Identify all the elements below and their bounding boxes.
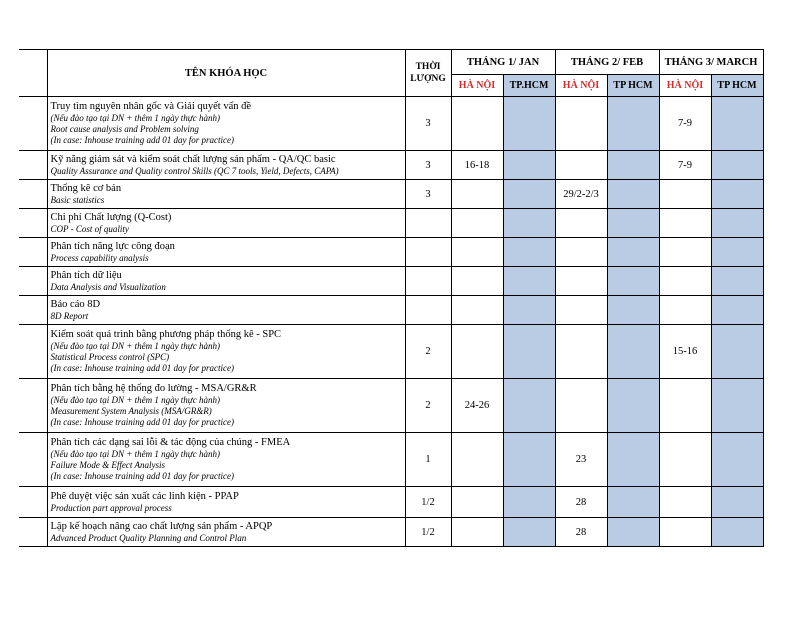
date-cell: [607, 267, 659, 296]
date-cell: [503, 296, 555, 325]
date-cell: 16-18: [451, 151, 503, 180]
date-cell: [659, 209, 711, 238]
date-cell: 24-26: [451, 379, 503, 433]
date-cell: [503, 151, 555, 180]
date-cell: 15-16: [659, 325, 711, 379]
duration-cell: 1: [405, 433, 451, 487]
date-cell: [659, 518, 711, 547]
date-cell: [503, 379, 555, 433]
duration-cell: [405, 238, 451, 267]
duration-cell: 3: [405, 180, 451, 209]
duration-cell: [405, 267, 451, 296]
date-cell: [607, 379, 659, 433]
course-subtitle: Advanced Product Quality Planning and Control Plan: [50, 532, 247, 543]
date-cell: [711, 97, 763, 151]
date-cell: [711, 433, 763, 487]
course-name-cell: [47, 379, 405, 433]
date-cell: 28: [555, 518, 607, 547]
date-cell: [659, 433, 711, 487]
course-subtitle: Measurement System Analysis (MSA/GR&R): [50, 406, 212, 416]
date-cell: [503, 433, 555, 487]
date-cell: [451, 296, 503, 325]
date-cell: [607, 238, 659, 267]
duration-cell: [405, 296, 451, 325]
course-name-cell: [47, 487, 405, 518]
row-stub: [19, 379, 47, 433]
course-title: Phân tích các dạng sai lỗi & tác động của chúng - FMEA: [50, 437, 291, 448]
date-cell: [503, 238, 555, 267]
duration-cell: 2: [405, 325, 451, 379]
city-hanoi-feb: HÀ NỘI: [555, 75, 607, 97]
course-subtitle: Quality Assurance and Quality control Skills (QC 7 tools, Yield, Defects, CAPA): [50, 165, 339, 176]
course-name-cell: [47, 433, 405, 487]
table-row: [19, 97, 763, 151]
course-schedule-table: [19, 49, 764, 547]
row-stub: [19, 518, 47, 547]
duration-cell: [405, 209, 451, 238]
duration-cell: 1/2: [405, 518, 451, 547]
date-cell: 7-9: [659, 151, 711, 180]
row-stub: [19, 151, 47, 180]
course-subtitle: Basic statistics: [50, 194, 105, 205]
course-subtitle: (In case: Inhouse training add 01 day for practice): [50, 135, 234, 145]
course-title: Phân tích bằng hệ thống đo lường - MSA/GR&R: [50, 383, 257, 394]
date-cell: [451, 487, 503, 518]
date-cell: [607, 296, 659, 325]
course-title: Phân tích dữ liệu: [50, 269, 122, 281]
date-cell: [711, 238, 763, 267]
row-stub: [19, 209, 47, 238]
course-subtitle: (Nếu đào tạo tại DN + thêm 1 ngày thực hành): [50, 113, 220, 123]
course-subtitle: Root cause analysis and Problem solving: [50, 124, 199, 134]
duration-cell: 2: [405, 379, 451, 433]
date-cell: [451, 433, 503, 487]
course-name-cell: [47, 151, 405, 180]
course-name-cell: [47, 325, 405, 379]
date-cell: [607, 97, 659, 151]
date-cell: [659, 296, 711, 325]
date-cell: [451, 325, 503, 379]
date-cell: [607, 209, 659, 238]
city-hanoi-jan: HÀ NỘI: [451, 75, 503, 97]
course-name-cell: [47, 518, 405, 547]
row-stub: [19, 180, 47, 209]
date-cell: [659, 180, 711, 209]
date-cell: [607, 433, 659, 487]
date-cell: [555, 151, 607, 180]
table-row: [19, 433, 763, 487]
date-cell: [451, 209, 503, 238]
row-stub: [19, 296, 47, 325]
course-name-header: TÊN KHÓA HỌC: [47, 50, 405, 97]
date-cell: 23: [555, 433, 607, 487]
course-name-cell: [47, 97, 405, 151]
course-title: Kỹ năng giám sát và kiểm soát chất lượng sản phẩm - QA/QC basic: [50, 153, 336, 165]
city-hcm-jan: TP.HCM: [503, 75, 555, 97]
date-cell: [503, 325, 555, 379]
date-cell: [555, 267, 607, 296]
date-cell: [451, 180, 503, 209]
date-cell: [555, 97, 607, 151]
date-cell: [659, 267, 711, 296]
date-cell: 7-9: [659, 97, 711, 151]
date-cell: [711, 209, 763, 238]
month-header-jan: THÁNG 1/ JAN: [451, 50, 555, 75]
course-subtitle: (In case: Inhouse training add 01 day for practice): [50, 471, 234, 481]
row-stub: [19, 325, 47, 379]
schedule-sheet: [19, 49, 764, 547]
date-cell: [503, 97, 555, 151]
date-cell: [503, 180, 555, 209]
course-title: Chi phí Chất lượng (Q-Cost): [50, 211, 172, 223]
date-cell: [607, 518, 659, 547]
date-cell: [451, 267, 503, 296]
month-header-mar: THÁNG 3/ MARCH: [659, 50, 763, 75]
course-subtitle: Statistical Process control (SPC): [50, 352, 170, 362]
row-stub: [19, 238, 47, 267]
course-subtitle: (Nếu đào tạo tại DN + thêm 1 ngày thực hành): [50, 395, 220, 405]
date-cell: [711, 379, 763, 433]
duration-cell: 3: [405, 97, 451, 151]
course-name-cell: [47, 267, 405, 296]
date-cell: [711, 296, 763, 325]
month-header-feb: THÁNG 2/ FEB: [555, 50, 659, 75]
table-row: [19, 180, 763, 209]
duration-cell: 1/2: [405, 487, 451, 518]
course-subtitle: Process capability analysis: [50, 252, 149, 263]
course-title: Truy tìm nguyên nhân gốc và Giải quyết vấn đề: [50, 101, 252, 112]
city-hcm-mar: TP HCM: [711, 75, 763, 97]
table-row: [19, 296, 763, 325]
date-cell: [659, 238, 711, 267]
course-title: Kiểm soát quá trình bằng phương pháp thống kê - SPC: [50, 329, 282, 340]
date-cell: [503, 518, 555, 547]
course-subtitle: Failure Mode & Effect Analysis: [50, 460, 165, 470]
date-cell: [555, 325, 607, 379]
course-title: Báo cáo 8D: [50, 298, 101, 310]
table-row: [19, 151, 763, 180]
table-row: [19, 267, 763, 296]
course-subtitle: (Nếu đào tạo tại DN + thêm 1 ngày thực hành): [50, 449, 220, 459]
date-cell: [503, 209, 555, 238]
row-stub: [19, 97, 47, 151]
table-row: [19, 518, 763, 547]
table-row: [19, 379, 763, 433]
course-title: Phân tích năng lực công đoạn: [50, 240, 175, 252]
course-subtitle: COP - Cost of quality: [50, 223, 129, 234]
date-cell: [659, 379, 711, 433]
date-cell: [711, 487, 763, 518]
date-cell: [555, 379, 607, 433]
course-name-cell: [47, 238, 405, 267]
table-row: [19, 325, 763, 379]
date-cell: 28: [555, 487, 607, 518]
date-cell: [711, 325, 763, 379]
date-cell: [659, 487, 711, 518]
course-title: Phê duyệt việc sản xuất các linh kiện - PPAP: [50, 490, 239, 502]
table-row: [19, 209, 763, 238]
date-cell: [711, 151, 763, 180]
city-hanoi-mar: HÀ NỘI: [659, 75, 711, 97]
course-subtitle: (In case: Inhouse training add 01 day for practice): [50, 363, 234, 373]
date-cell: [451, 518, 503, 547]
date-cell: [711, 180, 763, 209]
course-title: Thống kê cơ bản: [50, 182, 122, 194]
date-cell: [607, 325, 659, 379]
course-subtitle: 8D Report: [50, 310, 89, 321]
course-name-cell: [47, 296, 405, 325]
date-cell: [503, 267, 555, 296]
date-cell: [607, 180, 659, 209]
date-cell: [555, 296, 607, 325]
row-stub: [19, 487, 47, 518]
city-hcm-feb: TP HCM: [607, 75, 659, 97]
duration-header: THỜI LƯỢNG: [405, 50, 451, 97]
date-cell: 29/2-2/3: [555, 180, 607, 209]
course-subtitle: (In case: Inhouse training add 01 day for practice): [50, 417, 234, 427]
table-row: [19, 487, 763, 518]
date-cell: [451, 238, 503, 267]
date-cell: [555, 209, 607, 238]
course-rows: [19, 97, 763, 547]
course-name-cell: [47, 209, 405, 238]
table-row: [19, 238, 763, 267]
course-subtitle: (Nếu đào tạo tại DN + thêm 1 ngày thực hành): [50, 341, 220, 351]
date-cell: [607, 487, 659, 518]
date-cell: [555, 238, 607, 267]
course-subtitle: Data Analysis and Visualization: [50, 281, 166, 292]
course-subtitle: Production part approval process: [50, 502, 172, 513]
duration-cell: 3: [405, 151, 451, 180]
course-title: Lập kế hoạch nâng cao chất lượng sản phẩm - APQP: [50, 520, 273, 532]
row-stub-header: [19, 50, 47, 97]
row-stub: [19, 267, 47, 296]
date-cell: [451, 97, 503, 151]
date-cell: [607, 151, 659, 180]
date-cell: [503, 487, 555, 518]
date-cell: [711, 518, 763, 547]
course-name-cell: [47, 180, 405, 209]
date-cell: [711, 267, 763, 296]
row-stub: [19, 433, 47, 487]
